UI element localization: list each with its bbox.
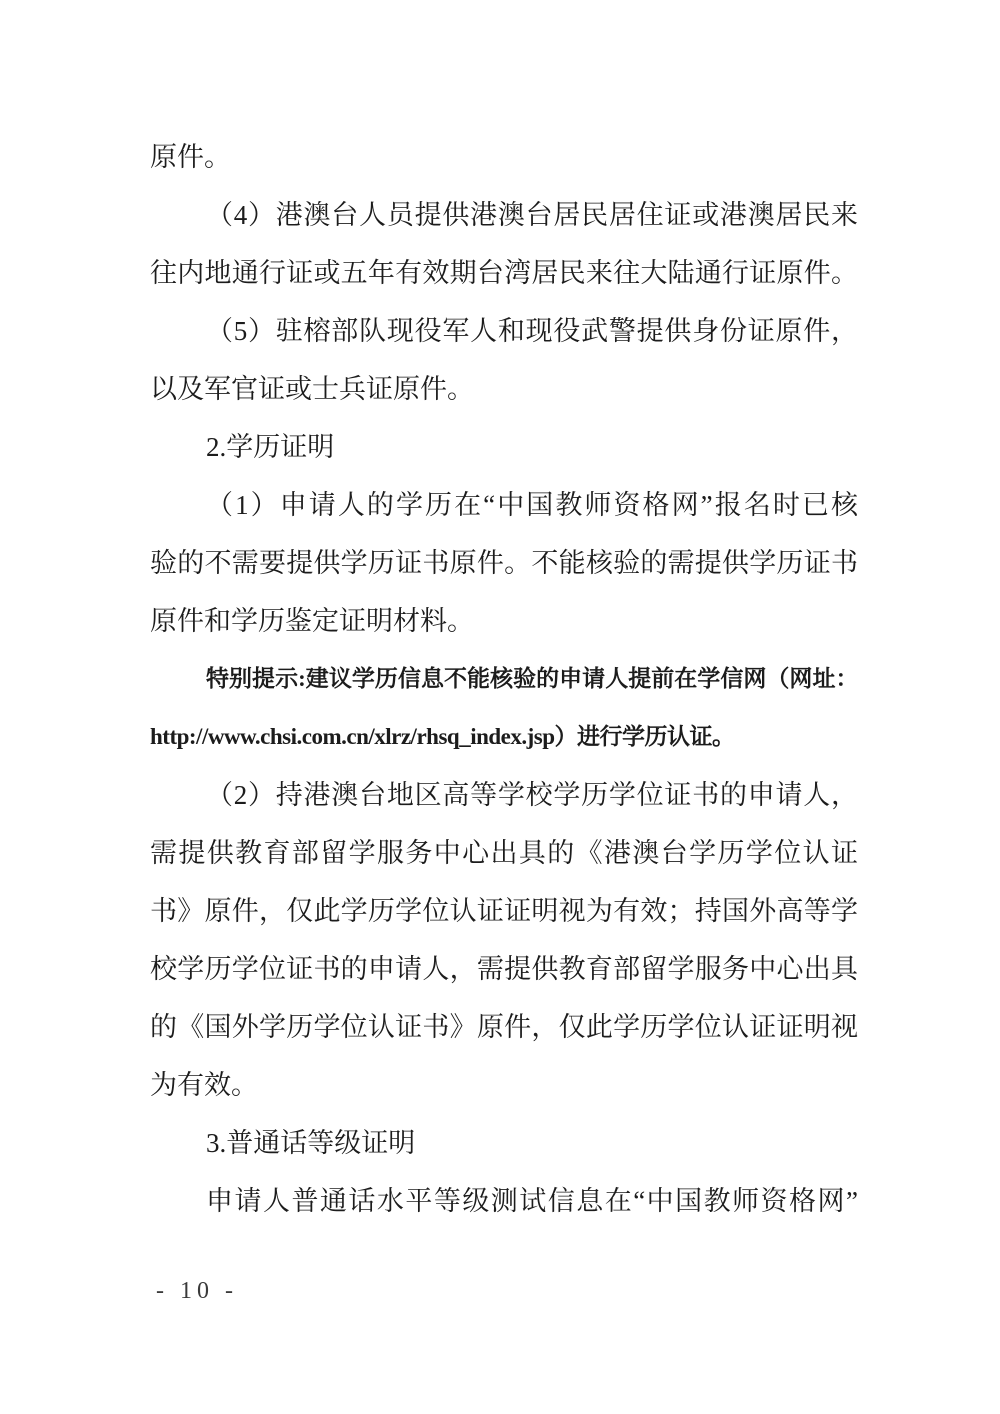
page-number: - 10 - <box>156 1278 238 1304</box>
text-line: 需提供教育部留学服务中心出具的《港澳台学历学位认证 <box>150 838 858 868</box>
text-line: 书》原件，仅此学历学位认证证明视为有效；持国外高等学 <box>150 896 858 926</box>
text-line: （1）申请人的学历在“中国教师资格网”报名时已核 <box>206 490 858 520</box>
special-notice-line: 特别提示:建议学历信息不能核验的申请人提前在学信网（网址： <box>206 666 858 691</box>
text-line: 原件和学历鉴定证明材料。 <box>150 606 474 636</box>
section-heading: 2.学历证明 <box>206 432 335 462</box>
text-line: （2）持港澳台地区高等学校学历学位证书的申请人， <box>206 780 858 810</box>
text-line: 的《国外学历学位认证书》原件，仅此学历学位认证证明视 <box>150 1012 858 1042</box>
text-line: 验的不需要提供学历证书原件。不能核验的需提供学历证书 <box>150 548 858 578</box>
text-line: 申请人普通话水平等级测试信息在“中国教师资格网” <box>206 1186 858 1216</box>
text-line: （4）港澳台人员提供港澳台居民居住证或港澳居民来 <box>206 200 858 230</box>
text-line: （5）驻榕部队现役军人和现役武警提供身份证原件， <box>206 316 858 346</box>
text-line: 为有效。 <box>150 1070 258 1100</box>
text-line: 原件。 <box>150 142 231 172</box>
text-line: 以及军官证或士兵证原件。 <box>150 374 474 404</box>
document-body <box>150 128 858 1230</box>
text-line: 往内地通行证或五年有效期台湾居民来往大陆通行证原件。 <box>150 258 858 288</box>
text-line: 校学历学位证书的申请人，需提供教育部留学服务中心出具 <box>150 954 858 984</box>
url-line: http://www.chsi.com.cn/xlrz/rhsq_index.jsp）进行学历认证。 <box>150 724 735 749</box>
section-heading: 3.普通话等级证明 <box>206 1128 416 1158</box>
